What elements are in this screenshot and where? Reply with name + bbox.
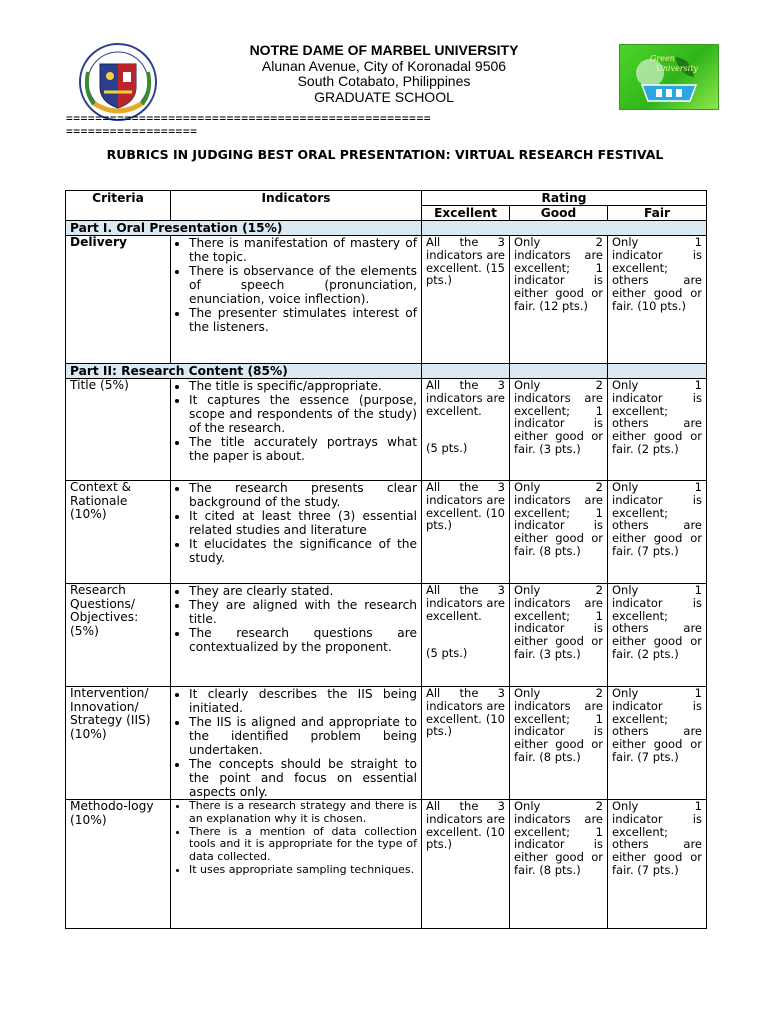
good-cell: Only 2 indicators are excellent; 1 indicator is either good or fair. (8 pts.): [510, 481, 608, 584]
svg-text:Green: Green: [650, 54, 675, 63]
indicator-item: • The research presents clear background of the study.: [189, 481, 417, 509]
excellent-cell: [422, 584, 510, 687]
header-good: Good: [510, 206, 608, 221]
part-row: [66, 364, 707, 379]
document-header: [0, 0, 768, 190]
indicators-cell: [171, 236, 422, 364]
criteria-cell: Intervention/ Innovation/ Strategy (IIS) (10%): [66, 687, 171, 800]
indicators-cell: [171, 800, 422, 929]
school-name: GRADUATE SCHOOL: [314, 89, 454, 105]
header-criteria: Criteria: [66, 191, 171, 221]
indicator-item: • They are clearly stated.: [189, 584, 417, 598]
table-row: [66, 236, 707, 364]
excellent-points: (5 pts.): [426, 646, 468, 661]
criteria-cell: Context & Rationale (10%): [66, 481, 171, 584]
separator-rule-1: ==================================================: [66, 112, 432, 125]
indicators-cell: [171, 379, 422, 481]
rubric-table: [65, 190, 707, 929]
table-row: [66, 800, 707, 929]
criteria-cell: Methodo-logy (10%): [66, 800, 171, 929]
excellent-text: All the 3 indicators are excellent.: [426, 583, 505, 623]
indicator-item: • There is observance of the elements of speech (pronunciation, enunciation, voice inflection).: [189, 264, 417, 306]
indicator-item: • It elucidates the significance of the study.: [189, 537, 417, 565]
indicators-cell: [171, 481, 422, 584]
excellent-cell: All the 3 indicators are excellent. (10 pts.): [422, 800, 510, 929]
criteria-cell: Title (5%): [66, 379, 171, 481]
indicator-item: • There is manifestation of mastery of the topic.: [189, 236, 417, 264]
svg-text:University: University: [656, 64, 698, 73]
indicator-item: • The research questions are contextualized by the proponent.: [189, 626, 417, 654]
indicator-item: • It cited at least three (3) essential related studies and literature: [189, 509, 417, 537]
indicator-item: • There is a mention of data collection tools and it is appropriate for the type of data collected.: [189, 826, 417, 864]
header-excellent: Excellent: [422, 206, 510, 221]
excellent-text: All the 3 indicators are excellent.: [426, 378, 505, 418]
header-fair: Fair: [608, 206, 707, 221]
university-name: NOTRE DAME OF MARBEL UNIVERSITY: [249, 42, 519, 58]
indicator-item: • It captures the essence (purpose, scope and respondents of the study) of the research.: [189, 393, 417, 435]
excellent-cell: All the 3 indicators are excellent. (15 pts.): [422, 236, 510, 364]
indicator-item: • The concepts should be straight to the point and focus on essential aspects only.: [189, 757, 417, 799]
indicator-item: • The title accurately portrays what the paper is about.: [189, 435, 417, 463]
excellent-cell: All the 3 indicators are excellent. (10 pts.): [422, 687, 510, 800]
indicator-item: • It clearly describes the IIS being initiated.: [189, 687, 417, 715]
table-row: [66, 481, 707, 584]
fair-cell: Only 1 indicator is excellent; others are either good or fair. (7 pts.): [608, 481, 707, 584]
indicator-item: • The title is specific/appropriate.: [189, 379, 417, 393]
fair-cell: Only 1 indicator is excellent; others are either good or fair. (7 pts.): [608, 687, 707, 800]
good-cell: Only 2 indicators are excellent; 1 indicator is either good or fair. (8 pts.): [510, 687, 608, 800]
part-row-filler: [422, 221, 707, 236]
excellent-cell: All the 3 indicators are excellent. (10 pts.): [422, 481, 510, 584]
green-university-logo-icon: [619, 44, 719, 110]
indicators-cell: [171, 687, 422, 800]
part-row: [66, 221, 707, 236]
part-2-label: Part II: Research Content (85%): [66, 364, 422, 379]
fair-cell: Only 1 indicator is excellent; others are either good or fair. (2 pts.): [608, 584, 707, 687]
criteria-cell: Research Questions/ Objectives: (5%): [66, 584, 171, 687]
good-cell: Only 2 indicators are excellent; 1 indicator is either good or fair. (8 pts.): [510, 800, 608, 929]
document-title: RUBRICS IN JUDGING BEST ORAL PRESENTATION: VIRTUAL RESEARCH FESTIVAL: [106, 147, 664, 162]
good-cell: Only 2 indicators are excellent; 1 indicator is either good or fair. (3 pts.): [510, 584, 608, 687]
criteria-cell: Delivery: [66, 236, 171, 364]
fair-cell: Only 1 indicator is excellent; others are either good or fair. (7 pts.): [608, 800, 707, 929]
indicators-cell: [171, 584, 422, 687]
indicator-item: • They are aligned with the research title.: [189, 598, 417, 626]
excellent-points: (5 pts.): [426, 441, 468, 456]
indicator-item: • There is a research strategy and there is an explanation why it is chosen.: [189, 800, 417, 826]
indicator-item: • It uses appropriate sampling techniques.: [189, 864, 417, 877]
table-header-row: [66, 191, 707, 206]
indicator-item: • The IIS is aligned and appropriate to the identified problem being undertaken.: [189, 715, 417, 757]
table-row: [66, 687, 707, 800]
excellent-cell: [422, 379, 510, 481]
table-row: [66, 584, 707, 687]
address-line-1: Alunan Avenue, City of Koronadal 9506: [261, 58, 507, 74]
part-row-filler: [608, 364, 707, 379]
table-row: [66, 379, 707, 481]
part-row-filler: [422, 364, 510, 379]
part-row-filler: [510, 364, 608, 379]
header-indicators: Indicators: [171, 191, 422, 221]
fair-cell: Only 1 indicator is excellent; others are either good or fair. (2 pts.): [608, 379, 707, 481]
fair-cell: Only 1 indicator is excellent; others are either good or fair. (10 pts.): [608, 236, 707, 364]
good-cell: Only 2 indicators are excellent; 1 indicator is either good or fair. (3 pts.): [510, 379, 608, 481]
indicator-item: • The presenter stimulates interest of the listeners.: [189, 306, 417, 334]
address-line-2: South Cotabato, Philippines: [297, 73, 471, 89]
part-1-label: Part I. Oral Presentation (15%): [66, 221, 422, 236]
header-rating: Rating: [422, 191, 707, 206]
separator-rule-2: ==================: [66, 125, 198, 138]
good-cell: Only 2 indicators are excellent; 1 indicator is either good or fair. (12 pts.): [510, 236, 608, 364]
